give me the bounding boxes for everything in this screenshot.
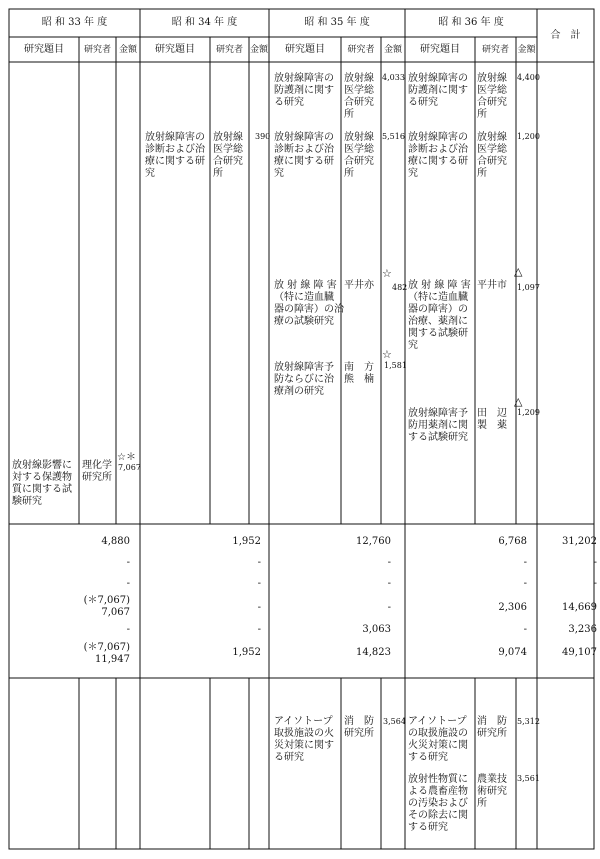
project-amount: 1,097 [517, 283, 540, 292]
project-title: 放 射 線 障 害 （特に造血臓 器の障害）の治 療の試験研究 [274, 280, 344, 327]
project-researcher: 放射線 医学総 合研究 所 [344, 73, 374, 120]
star-mark: ☆ [382, 267, 392, 280]
project-researcher: 平井市 [477, 280, 507, 291]
summary-total-5: 3,236 [568, 624, 597, 635]
subheader-amount-34: 金額 [249, 45, 268, 55]
summary-total-3: - [593, 578, 597, 589]
summary-y33-2: - [126, 557, 130, 568]
summary-y35-3: - [387, 578, 391, 589]
summary-y33-5: - [126, 624, 130, 635]
project-title: 放 射 線 障 害 （特に造血臓 器の障害）の 治療、薬剤に 関する試験研 究 [408, 280, 471, 351]
summary-y33-4: (＊7,067) 7,067 [83, 595, 130, 618]
project-researcher: 農業技 術研究 所 [477, 774, 507, 809]
summary-y35-5: 3,063 [362, 624, 391, 635]
summary-total-4: 14,669 [562, 602, 597, 613]
subheader-title-35: 研究題目 [285, 44, 325, 55]
project-researcher: 放射線 医学総 合研究 所 [477, 132, 507, 179]
subheader-title-34: 研究題目 [155, 44, 195, 55]
subheader-researcher-33: 研究者 [83, 45, 111, 55]
summary-y35-6: 14,823 [356, 647, 391, 658]
project-researcher: 放射線 医学総 合研究 所 [477, 73, 507, 120]
summary-y36-5: - [523, 624, 527, 635]
year-header-35: 昭 和 35 年 度 [304, 17, 370, 28]
project-researcher: 南 方 熊 楠 [344, 362, 374, 385]
star-asterisk-mark: ☆＊ [117, 452, 136, 463]
summary-y34-1: 1,952 [232, 536, 261, 547]
subheader-amount-35: 金額 [383, 45, 402, 55]
project-amount: 1,209 [517, 408, 540, 417]
summary-y33-6: (＊7,067) 11,947 [83, 642, 130, 665]
project-amount: 5,312 [517, 717, 540, 726]
summary-y35-1: 12,760 [356, 536, 391, 547]
project-amount: 3,564 [383, 717, 406, 726]
project-amount: 390 [255, 132, 271, 141]
project-title: 放射線障害予 防ならびに治 療剤の研究 [274, 362, 334, 397]
project-title: 放射線影響に 対する保護物 質に関する試 験研究 [12, 460, 72, 507]
project-amount: 3,561 [517, 774, 540, 783]
summary-total-6: 49,107 [562, 647, 597, 658]
summary-total-1: 31,202 [562, 536, 597, 547]
year-header-36: 昭 和 36 年 度 [438, 17, 504, 28]
project-title: 放射線障害予 防用薬剤に関 する試験研究 [408, 408, 468, 443]
summary-y36-6: 9,074 [498, 647, 527, 658]
project-amount: 7,067 [118, 463, 141, 472]
summary-y35-2: - [387, 557, 391, 568]
summary-y34-4: - [257, 602, 261, 613]
star-mark: ☆ [382, 348, 392, 361]
subheader-researcher-35: 研究者 [347, 45, 375, 55]
subheader-title-36: 研究題目 [420, 44, 460, 55]
summary-y34-2: - [257, 557, 261, 568]
total-header: 合 計 [550, 30, 581, 41]
project-amount: 482 [392, 283, 408, 292]
summary-y36-4: 2,306 [498, 602, 527, 613]
project-amount: 5,516 [382, 132, 405, 141]
subheader-researcher-36: 研究者 [481, 45, 509, 55]
project-title: 放射線障害の 診断および治 療に関する研 究 [274, 132, 334, 179]
project-amount: 4,033 [382, 73, 405, 82]
summary-y36-2: - [523, 557, 527, 568]
project-title: 放射性物質に よる農畜産物 の汚染および その除去に関 する研究 [408, 774, 468, 833]
project-title: 放射線障害の 防護剤に関す る研究 [274, 73, 334, 108]
summary-y36-3: - [523, 578, 527, 589]
subheader-title-33: 研究題目 [24, 44, 64, 55]
project-title: 放射線障害の 防護剤に関す る研究 [408, 73, 468, 108]
subheader-amount-36: 金額 [517, 45, 536, 55]
project-researcher: 消 防 研究所 [344, 716, 374, 739]
triangle-mark: △ [514, 395, 523, 408]
project-amount: 1,200 [517, 132, 540, 141]
summary-y34-3: - [257, 578, 261, 589]
project-researcher: 田 辺 製 薬 [477, 408, 507, 431]
project-amount: 4,400 [517, 73, 540, 82]
triangle-mark: △ [514, 265, 523, 278]
project-researcher: 理化学 研究所 [82, 460, 112, 483]
project-researcher: 放射線 医学総 合研究 所 [344, 132, 374, 179]
subheader-researcher-34: 研究者 [215, 45, 243, 55]
project-amount: 1,581 [384, 361, 407, 370]
project-researcher: 平井亦 [344, 280, 374, 291]
project-title: 放射線障害の 診断および治 療に関する研 究 [408, 132, 468, 179]
summary-y34-5: - [257, 624, 261, 635]
summary-y36-1: 6,768 [498, 536, 527, 547]
project-researcher: 消 防 研究所 [477, 716, 507, 739]
year-header-34: 昭 和 34 年 度 [171, 17, 238, 28]
summary-y34-6: 1,952 [232, 647, 261, 658]
summary-y33-3: - [126, 578, 130, 589]
project-title: アイソトープ 取扱施設の火 災対策に関す る研究 [274, 716, 334, 763]
project-researcher: 放射線 医学総 合研究 所 [213, 132, 243, 179]
year-header-33: 昭 和 33 年 度 [41, 17, 108, 28]
summary-y33-1: 4,880 [101, 536, 130, 547]
subheader-amount-33: 金額 [118, 45, 137, 55]
project-title: アイソトープ の取扱施設の 火災対策に関 する研究 [408, 716, 468, 763]
project-title: 放射線障害の 診断および治 療に関する研 究 [145, 132, 205, 179]
summary-y35-4: - [387, 602, 391, 613]
summary-total-2: - [593, 557, 597, 568]
